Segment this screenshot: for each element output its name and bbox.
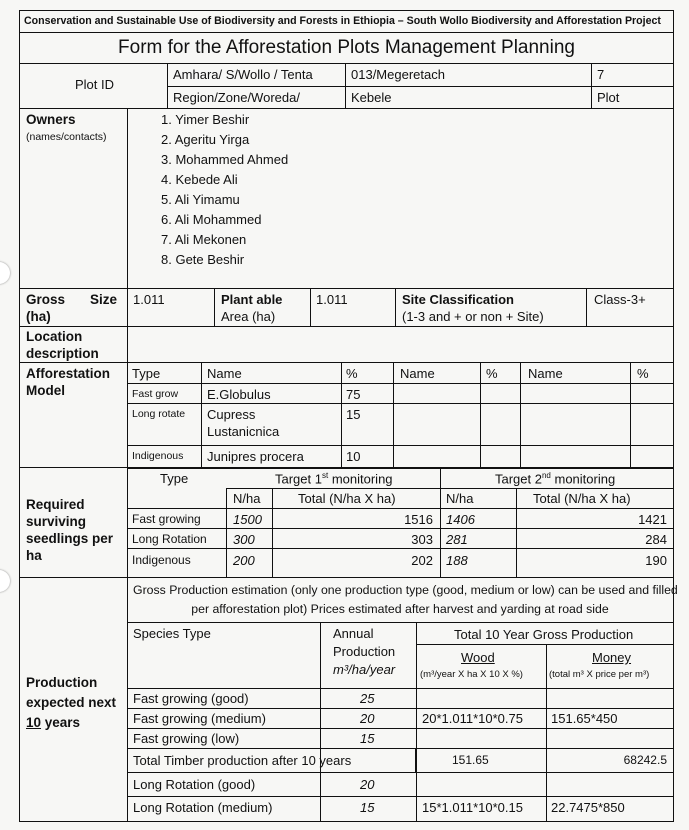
site-class-label: Site Classification	[402, 292, 514, 307]
owner-item: 8. Gete Beshir	[161, 252, 245, 267]
owners-sub: (names/contacts)	[26, 131, 107, 143]
owner-item: 7. Ali Mekonen	[161, 232, 247, 247]
production-type: Fast growing (low)	[133, 731, 240, 746]
site-class-sub: (1-3 and + or non + Site)	[402, 309, 544, 324]
total-money: 68242.5	[623, 753, 667, 767]
plot-id-row	[20, 64, 673, 109]
surviving-n1: 300	[233, 532, 255, 547]
money-formula: 22.7475*850	[551, 800, 625, 815]
surviving-t2: 190	[645, 553, 667, 568]
surviving-t1: 1516	[404, 512, 433, 527]
surviving-n1: 1500	[233, 512, 262, 527]
gross-value: 1.011	[133, 292, 165, 307]
model-label: Afforestation	[26, 366, 110, 381]
surviving-t2: 284	[645, 532, 667, 547]
model-header-type: Type	[132, 366, 161, 381]
plantable-label: Plant able	[221, 292, 283, 307]
surviving-t1: 202	[411, 553, 433, 568]
total-timber-label: Total Timber production after 10 years	[133, 753, 352, 768]
money-header-sub: (total m³ X price per m³)	[549, 669, 650, 680]
surviving-header-type: Type	[160, 471, 189, 486]
money-formula: 151.65*450	[551, 711, 618, 726]
model-header-pct-3: %	[637, 366, 649, 381]
location-label: Location	[26, 329, 83, 344]
kebele-value: 013/Megeretach	[351, 67, 445, 82]
form-title-row	[20, 33, 673, 64]
surviving-n2: 1406	[446, 512, 475, 527]
surviving-label-3: seedlings per	[26, 531, 114, 546]
annual-header-2: Production	[333, 644, 396, 659]
annual-value: 15	[360, 731, 375, 746]
owner-item: 3. Mohammed Ahmed	[161, 152, 289, 167]
production-type: Fast growing (good)	[133, 691, 249, 706]
punch-hole	[0, 570, 10, 592]
surviving-type: Indigenous	[132, 553, 191, 567]
model-header-pct-2: %	[486, 366, 498, 381]
owners-label: Owners	[26, 112, 76, 127]
gross-label: Gross	[26, 292, 66, 307]
region-label: Region/Zone/Woreda/	[173, 90, 300, 105]
nha-header-1: N/ha	[233, 491, 261, 506]
project-header	[20, 11, 673, 33]
region-value: Amhara/ S/Wollo / Tenta	[173, 67, 313, 82]
model-header-name-3: Name	[528, 366, 563, 381]
production-label-2: expected next	[26, 695, 117, 710]
total-header-1: Total (N/ha X ha)	[298, 491, 396, 506]
nha-header-2: N/ha	[446, 491, 474, 506]
plot-id-label: Plot ID	[75, 77, 115, 92]
model-pct: 75	[346, 387, 361, 402]
owners-row	[20, 109, 673, 289]
owner-item: 6. Ali Mohammed	[161, 212, 262, 227]
model-label-2: Model	[26, 383, 65, 398]
total-10-year-header: Total 10 Year Gross Production	[454, 627, 634, 642]
model-pct: 15	[346, 407, 361, 422]
owner-item: 5. Ali Yimamu	[161, 192, 240, 207]
owner-item: 1. Yimer Beshir	[161, 112, 250, 127]
surviving-t1: 303	[411, 532, 433, 547]
target2-header: Target 2nd monitoring	[495, 471, 616, 487]
model-pct: 10	[346, 449, 361, 464]
owner-item: 2. Ageritu Yirga	[161, 132, 250, 147]
wood-formula: 15*1.011*10*0.15	[422, 800, 523, 815]
wood-header: Wood	[461, 650, 495, 665]
location-label-2: description	[26, 346, 99, 361]
production-note-2: per afforestation plot) Prices estimated after harvest and yarding at road side	[191, 602, 609, 616]
project-title: Conservation and Sustainable Use of Biodiversity and Forests in Ethiopia – South Wollo Biodiversity and Afforestation Project	[24, 15, 661, 27]
surviving-n2: 188	[446, 553, 468, 568]
site-class-value: Class-3+	[594, 292, 646, 307]
annual-header-3: m³/ha/year	[333, 662, 396, 677]
annual-header: Annual	[333, 626, 374, 641]
surviving-label-4: ha	[26, 548, 42, 563]
production-note: Gross Production estimation (only one production type (good, medium or low) can be used and filled	[133, 583, 678, 597]
money-header: Money	[592, 650, 632, 665]
owner-item: 4. Kebede Ali	[161, 172, 238, 187]
surviving-label: Required	[26, 497, 85, 512]
model-header-pct: %	[346, 366, 358, 381]
model-type: Indigenous	[132, 450, 184, 462]
surviving-t2: 1421	[638, 512, 667, 527]
punch-hole	[0, 262, 10, 284]
afforestation-model-row	[20, 363, 673, 468]
total-wood: 151.65	[452, 753, 489, 767]
plot-number: 7	[597, 67, 605, 82]
ha-label: (ha)	[26, 309, 51, 324]
production-type: Long Rotation (good)	[133, 777, 256, 792]
plantable-value: 1.011	[316, 292, 348, 307]
wood-formula: 20*1.011*10*0.75	[422, 711, 523, 726]
production-row	[20, 578, 678, 821]
target1-header: Target 1st monitoring	[275, 471, 393, 487]
surviving-label-2: surviving	[26, 514, 87, 529]
size-label: Size	[90, 292, 118, 307]
form-table	[19, 10, 678, 822]
surviving-type: Fast growing	[132, 512, 201, 526]
model-species: Cupress	[207, 407, 256, 422]
model-species-2: Lustanicnica	[207, 424, 280, 439]
surviving-seedlings-row	[20, 468, 673, 578]
surviving-n2: 281	[446, 532, 468, 547]
location-row	[20, 327, 673, 363]
total-header-2: Total (N/ha X ha)	[533, 491, 631, 506]
model-species: Junipres procera	[207, 449, 304, 464]
annual-value: 20	[360, 711, 375, 726]
model-type: Fast grow	[132, 388, 179, 400]
species-type-header: Species Type	[133, 626, 211, 641]
surviving-n1: 200	[233, 553, 255, 568]
surviving-type: Long Rotation	[132, 532, 207, 546]
production-type: Fast growing (medium)	[133, 711, 266, 726]
model-species: E.Globulus	[207, 387, 271, 402]
annual-value: 20	[360, 777, 375, 792]
annual-value: 25	[360, 691, 375, 706]
model-header-name-2: Name	[400, 366, 435, 381]
production-type: Long Rotation (medium)	[133, 800, 273, 815]
model-header-name: Name	[207, 366, 242, 381]
production-label-3: 10 years	[26, 715, 81, 730]
plantable-sub: Area (ha)	[221, 309, 276, 324]
kebele-label: Kebele	[351, 90, 392, 105]
gross-size-row	[20, 289, 673, 327]
form-title: Form for the Afforestation Plots Management Planning	[118, 37, 575, 58]
production-label: Production	[26, 675, 98, 690]
plot-label: Plot	[597, 90, 620, 105]
model-type: Long rotate	[132, 408, 186, 420]
wood-header-sub: (m³/year X ha X 10 X %)	[420, 669, 523, 680]
annual-value: 15	[360, 800, 375, 815]
